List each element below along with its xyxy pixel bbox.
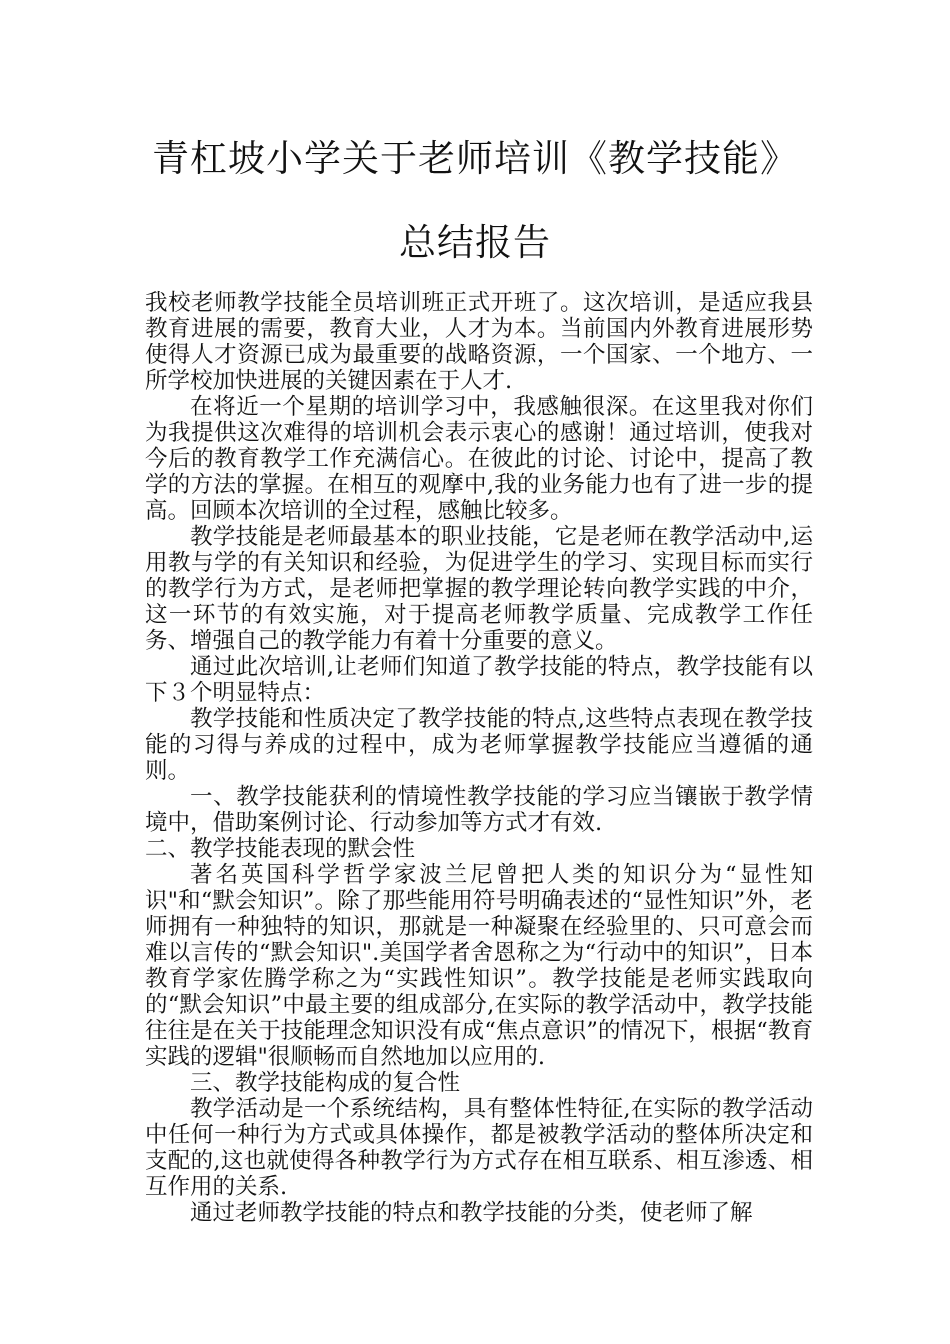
document-title-line-1: 青杠坡小学关于老师培训《教学技能》 <box>152 137 798 180</box>
paragraph-5: 教学技能和性质决定了教学技能的特点,这些特点表现在教学技能的习得与养成的过程中，成为老师掌握教学技能应当遵循的通则。 <box>145 706 813 784</box>
document-title-line-2: 总结报告 <box>399 221 551 264</box>
paragraph-4: 通过此次培训,让老师们知道了教学技能的特点，教学技能有以下３个明显特点： <box>145 654 813 706</box>
paragraph-3: 教学技能是老师最基本的职业技能，它是老师在教学活动中,运用教与学的有关知识和经验，为促进学生的学习、实现目标而实行的教学行为方式，是老师把掌握的教学理论转向教学实践的中介，这一环节的有效实施，对于提高老师教学质量、完成教学工作任务、增强自己的教学能力有着十分重要的意义。 <box>145 524 813 654</box>
section-heading-3: 三、教学技能构成的复合性 <box>190 1070 461 1096</box>
paragraph-11: 通过老师教学技能的特点和教学技能的分类，使老师了解 <box>190 1200 753 1226</box>
paragraph-8: 著名英国科学哲学家波兰尼曾把人类的知识分为“显性知识"和“默会知识”。除了那些能用符号明确表述的“显性知识”外，老师拥有一种独特的知识，那就是一种凝聚在经验里的、只可意会而难以言传的“默会知识".美国学者舍恩称之为“行动中的知识”，日本教育学家佐腾学称之为“实践性知识”。教学技能是老师实践取向的“默会知识”中最主要的组成部分,在实际的教学活动中，教学技能往往是在关于技能理念知识没有成“焦点意识”的情况下，根据“教育实践的逻辑"很顺畅而自然地加以应用的. <box>145 862 813 1070</box>
paragraph-10: 教学活动是一个系统结构，具有整体性特征,在实际的教学活动中任何一种行为方式或具体操作，都是被教学活动的整体所决定和支配的,这也就使得各种教学行为方式存在相互联系、相互渗透、相互作用的关系. <box>145 1096 813 1200</box>
document-body <box>145 290 813 1226</box>
paragraph-6: 一、教学技能获利的情境性教学技能的学习应当镶嵌于教学情境中，借助案例讨论、行动参加等方式才有效. <box>145 784 813 836</box>
paragraph-1: 我校老师教学技能全员培训班正式开班了。这次培训，是适应我县教育进展的需要，教育大业，人才为本。当前国内外教育进展形势使得人才资源已成为最重要的战略资源，一个国家、一个地方、一所学校加快进展的关键因素在于人才. <box>145 290 813 394</box>
paragraph-2: 在将近一个星期的培训学习中，我感触很深。在这里我对你们为我提供这次难得的培训机会表示衷心的感谢！通过培训，使我对今后的教育教学工作充满信心。在彼此的讨论、讨论中，提高了教学的方法的掌握。在相互的观摩中,我的业务能力也有了进一步的提高。回顾本次培训的全过程，感触比较多。 <box>145 394 813 524</box>
section-heading-2: 二、教学技能表现的默会性 <box>145 836 416 862</box>
